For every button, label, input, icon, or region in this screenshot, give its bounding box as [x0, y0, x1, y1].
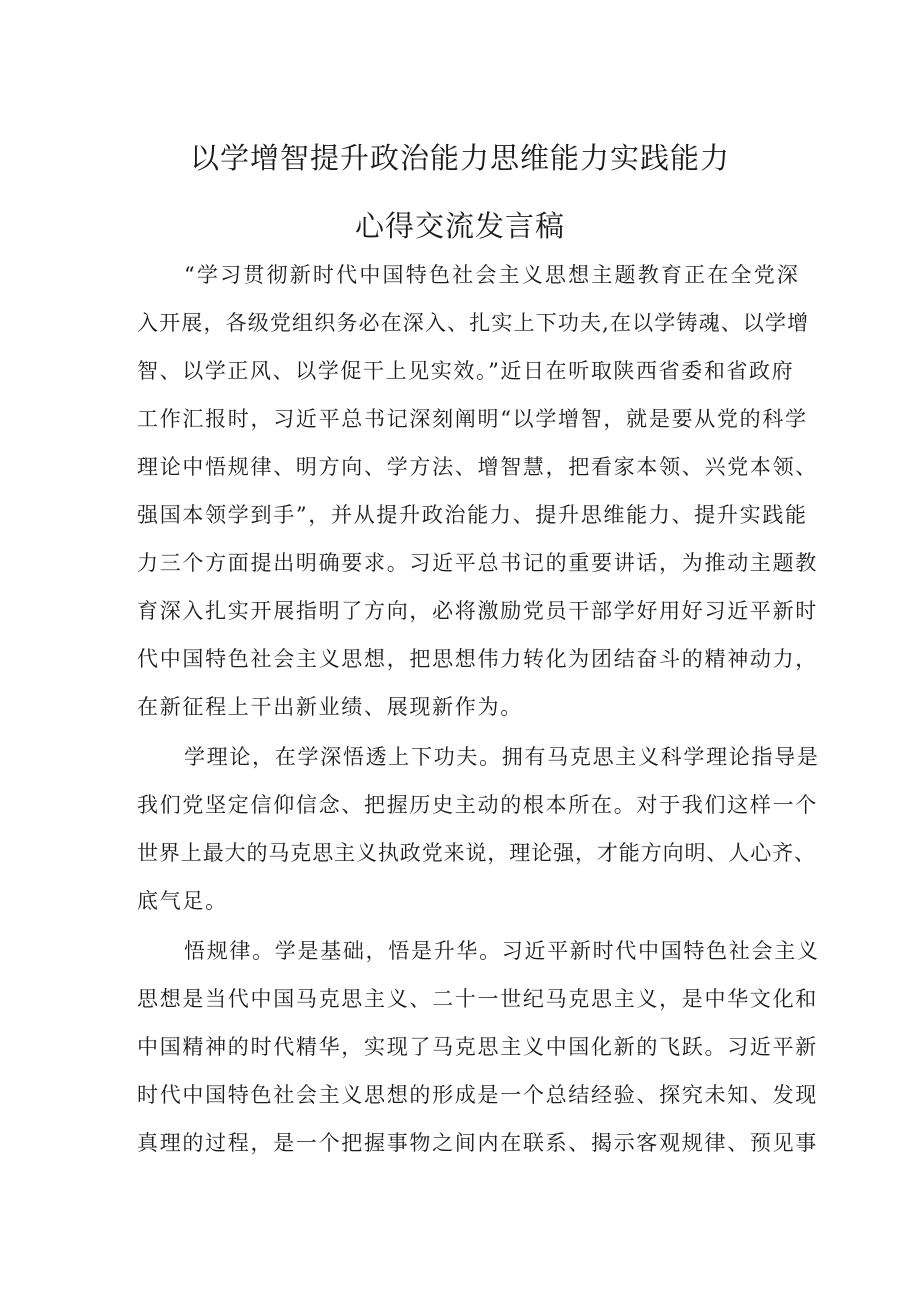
paragraph-line: 思想是当代中国马克思主义、二十一世纪马克思主义，是中华文化和	[137, 987, 818, 1011]
paragraph-line: 底气足。	[137, 889, 228, 913]
paragraph-line: 悟规律。学是基础，悟是升华。习近平新时代中国特色社会主义	[184, 939, 820, 963]
paragraph-line: 真理的过程，是一个把握事物之间内在联系、揭示客观规律、预见事	[137, 1131, 818, 1155]
paragraph-line: 中国精神的时代精华，实现了马克思主义中国化新的飞跃。习近平新	[137, 1035, 818, 1059]
paragraph-line: “学习贯彻新时代中国特色社会主义思想主题教育正在全党深	[184, 263, 801, 287]
paragraph-line: 育深入扎实开展指明了方向，必将激励党员干部学好用好习近平新时	[137, 599, 818, 623]
paragraph-line: 我们党坚定信仰信念、把握历史主动的根本所在。对于我们这样一个	[137, 793, 818, 817]
paragraph-line: 智、以学正风、以学促干上见实效。”近日在听取陕西省委和省政府	[137, 359, 795, 383]
paragraph-line: 在新征程上干出新业绩、展现新作为。	[137, 695, 523, 719]
paragraph-line: 入开展，各级党组织务必在深入、扎实上下功夫,在以学铸魂、以学增	[137, 311, 810, 335]
paragraph-line: 世界上最大的马克思主义执政党来说，理论强，才能方向明、人心齐、	[137, 841, 816, 865]
paragraph-line: 学理论，在学深悟透上下功夫。拥有马克思主义科学理论指导是	[184, 745, 820, 769]
paragraph-line: 强国本领学到手”，并从提升政治能力、提升思维能力、提升实践能	[137, 503, 808, 527]
paragraph-line: 代中国特色社会主义思想，把思想伟力转化为团结奋斗的精神动力，	[137, 647, 818, 671]
document-title-line-1: 以学增智提升政治能力思维能力实践能力	[189, 141, 730, 175]
paragraph-line: 力三个方面提出明确要求。习近平总书记的重要讲话，为推动主题教	[137, 551, 818, 575]
paragraph-line: 时代中国特色社会主义思想的形成是一个总结经验、探究未知、发现	[137, 1083, 818, 1107]
paragraph-line: 理论中悟规律、明方向、学方法、增智慧，把看家本领、兴党本领、	[137, 455, 818, 479]
paragraph-line: 工作汇报时，习近平总书记深刻阐明“以学增智，就是要从党的科学	[137, 407, 808, 431]
document-title-line-2: 心得交流发言稿	[354, 209, 565, 243]
